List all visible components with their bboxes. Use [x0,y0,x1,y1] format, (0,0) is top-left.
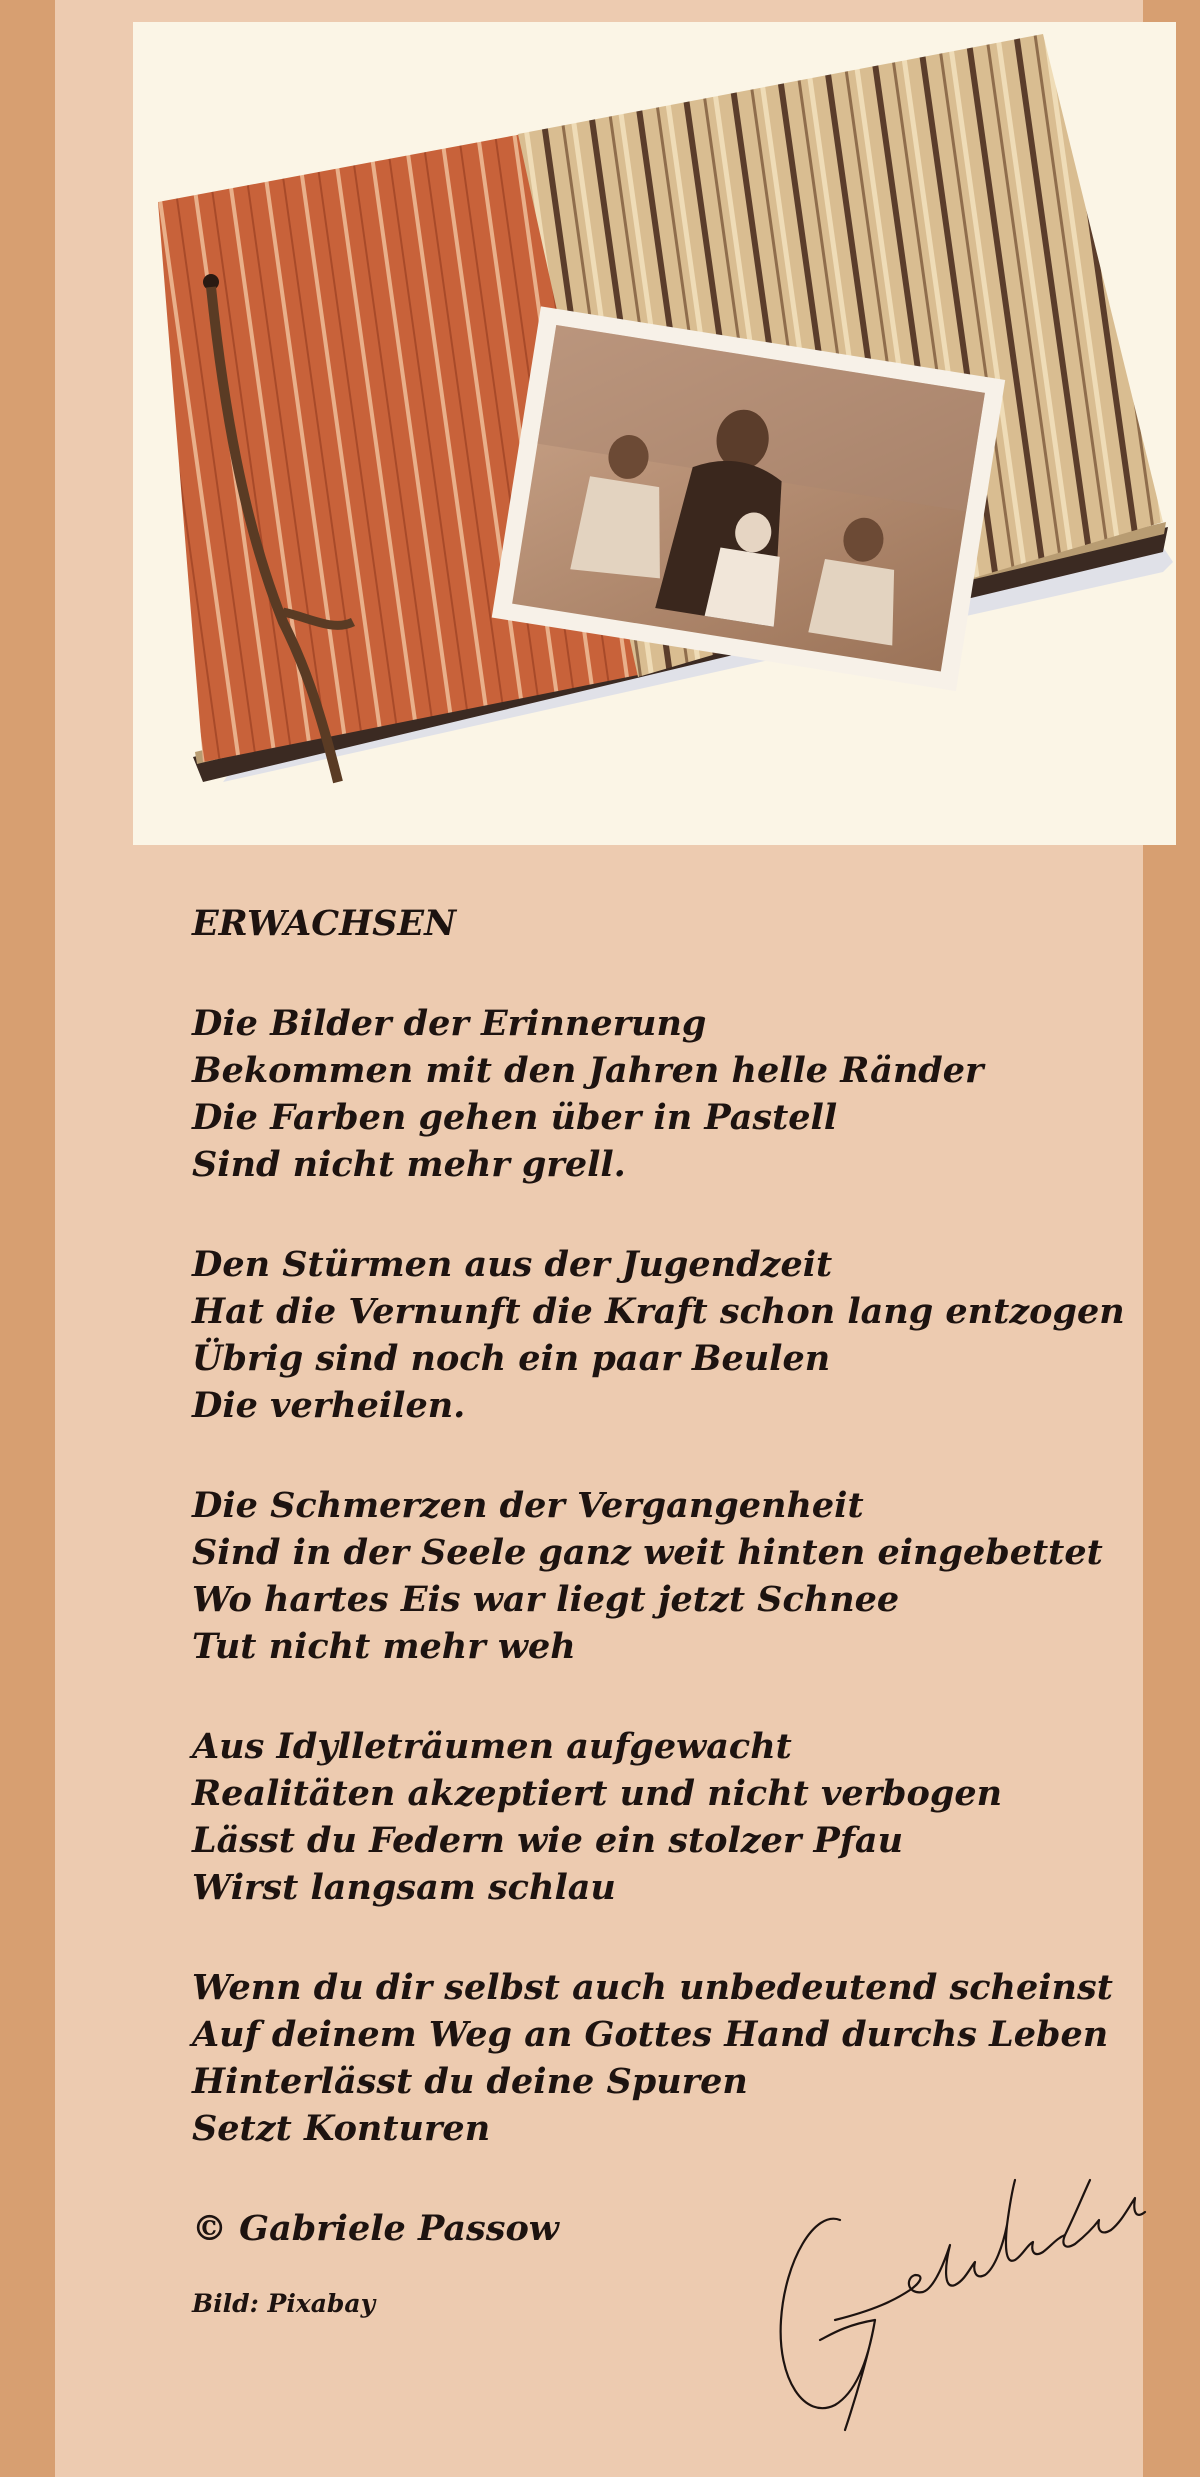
poem-line: Tut nicht mehr weh [192,1626,576,1667]
author-copyright: © Gabriele Passow [192,2208,559,2249]
poem-panel [55,0,1143,2477]
poem-line: Übrig sind noch ein paar Beulen [192,1338,831,1379]
stanza [192,1482,1152,1670]
poem-line: Den Stürmen aus der Jugendzeit [192,1244,833,1285]
poem-line: Wo hartes Eis war liegt jetzt Schnee [192,1579,900,1620]
stanza [192,1723,1152,1911]
poem-line: Hat die Vernunft die Kraft schon lang entzogen [192,1291,1125,1332]
poem-line: Auf deinem Weg an Gottes Hand durchs Leben [192,2014,1109,2055]
poem-line: Realitäten akzeptiert und nicht verbogen [192,1773,1003,1814]
poem-line: Die Farben gehen über in Pastell [192,1097,838,1138]
poem-line: Die Bilder der Erinnerung [192,1003,707,1044]
poem-title: ERWACHSEN [192,903,457,944]
photo-album-image [133,22,1176,845]
poem-line: Aus Idylleträumen aufgewacht [192,1726,792,1767]
poem-line: Sind nicht mehr grell. [192,1144,626,1185]
poem-line: Sind in der Seele ganz weit hinten eingebettet [192,1532,1103,1573]
poem-line: Bekommen mit den Jahren helle Ränder [192,1050,984,1091]
poem-line: Die Schmerzen der Vergangenheit [192,1485,864,1526]
stanza [192,1241,1152,1429]
poem-line: Lässt du Federn wie ein stolzer Pfau [192,1820,904,1861]
poem-line: Setzt Konturen [192,2108,491,2149]
poem-line: Wirst langsam schlau [192,1867,616,1908]
old-photo-album-icon [133,22,1176,845]
gedichtezauber-signature-logo [775,2150,1155,2440]
image-credit: Bild: Pixabay [192,2289,376,2318]
poem [192,900,1152,2324]
stanza [192,1000,1152,1188]
poem-line: Wenn du dir selbst auch unbedeutend scheinst [192,1967,1113,2008]
stanza [192,1964,1152,2152]
poem-line: Hinterlässt du deine Spuren [192,2061,748,2102]
poem-line: Die verheilen. [192,1385,466,1426]
